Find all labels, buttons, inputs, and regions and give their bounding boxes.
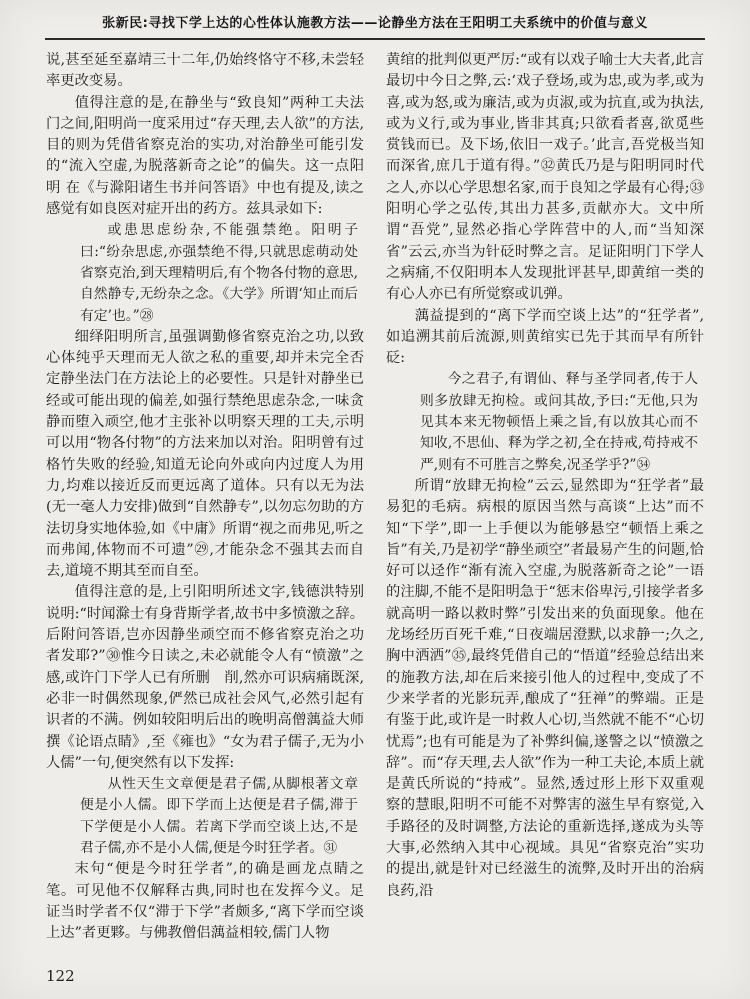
right-column	[386, 50, 704, 944]
paragraph: 值得注意的是,上引阳明所述文字,钱德洪特别说明:“时闻滁士有身背斯学者,故书中多愤激之辞。后附问答语,岂亦因静坐顽空而不修省察克治之功者发耶?”㉚惟今日读之,未必就能令人有“愤激”之感,或许门下学人已有所删 削,然亦可识病痛既深,必非一时偶然现象,俨然已成社会风气,必然引起有识者的不满。例如较阳明后出的晚明高僧蕅益大师撰《论语点睛》,至《雍也》“女为君子儒子,无为小人儒”一句,便突然有以下发挥:	[46, 584, 364, 771]
block-quote: 或患思虑纷杂,不能强禁绝。阳明子曰:“纷杂思虑,亦强禁绝不得,只就思虑萌动处省察克治,到天理精明后,有个物各付物的意思,自然静专,无纷杂之念。《大学》所谓‘知止而后有定’也。”㉘	[80, 222, 358, 324]
paragraph: 黄绾的批判似更严厉:“或有以戏子喻士大夫者,此言最切中今日之弊,云:‘戏子登场,或为忠,或为孝,或为喜,或为怒,或为廉洁,或为贞淑,或为抗直,或为执法,或为义行,或为事业,皆非其真;只欲看者喜,欲觅些赏钱而已。及下场,依旧一戏子。’此言,吾党极当知而深省,庶几于道有得。”㉜黄氏乃是与阳明同时代之人,亦以心学思想名家,而于良知之学最有心得;㉝阳明心学之弘传,其出力甚多,贡献亦大。文中所谓“吾党”,显然必指心学阵营中的人,而“当知深省”云云,亦当为针砭时弊之言。足证阳明门下学人之病痛,不仅阳明本人发现批评甚早,即黄绾一类的有心人亦已有所觉察或讥弹。	[386, 52, 704, 303]
block-quote: 从性天生文章便是君子儒,从脚根著文章便是小人儒。即下学而上达便是君子儒,滞于下学便是小人儒。若离下学而空谈上达,不是君子儒,亦不是小人儒,便是今时狂学者。㉛	[80, 776, 358, 856]
left-column	[46, 50, 364, 944]
paragraph: 细绎阳明所言,虽强调勤修省察克治之功,以致心体纯乎天理而无人欲之私的重要,却并未完全否定静坐法门在方法论上的必要性。只是针对静坐已经或可能出现的偏差,如强行禁绝思虑杂念,一味贪静而堕入顽空,他才主张补以明察天理的工夫,示明可以用“物各付物”的方法来加以对治。阳明曾有过格竹失败的经验,知道无论向外或向内过度人为用力,均难以接近反而更远离了道体。只有以无为法(无一毫人力安排)做到“自然静专”,以勿忘勿助的方法切身实地体验,如《中庸》所谓“视之而弗见,听之而弗闻,体物而不可遗”㉙,才能杂念不强其去而自去,道境不期其至而自至。	[46, 328, 364, 580]
paragraph: 所谓“放肆无拘检”云云,显然即为“狂学者”最易犯的毛病。病根的原因当然与高谈“上达”而不知“下学”,即一上手便以为能够悬空“顿悟上乘之旨”有关,乃是初学“静坐顽空”者最易产生的问题,恰好可以迳作“渐有流入空虚,为脱落新奇之论”一语的注脚,不能不是阳明急于“惩末俗卑污,引接学者多就高明一路以救时弊”引发出来的负面现象。他在龙场经历百死千难,“日夜端居澄默,以求静一;久之,胸中洒洒”㉟,最终凭借自己的“悟道”经验总结出来的施教方法,却在后来接引他人的过程中,变成了不少来学者的光影玩弄,酿成了“狂禅”的弊端。正是有鉴于此,或许是一时救人心切,当然就不能不“心切忧焉”;也有可能是为了补弊纠偏,遂警之以“愤激之辞”。而“存天理,去人欲”作为一种工夫论,本质上就是黄氏所说的“持戒”。显然,透过形上形下双重观察的慧眼,阳明不可能不对弊害的滋生早有察觉,入手路径的及时调整,方法论的重新选择,遂成为头等大事,必然纳入其中心视域。具见“省察克治”实功的提出,就是针对已经滋生的流弊,及时开出的治病良药,沿	[386, 477, 704, 899]
paragraph: 末句“便是今时狂学者”,的确是画龙点睛之笔。可见他不仅解释古典,同时也在发挥今义。足证当时学者不仅“滞于下学”者颇多,“离下学而空谈上达”者更夥。与佛教僧侣蕅益相较,儒门人物	[46, 861, 364, 942]
paragraph: 说,甚至延至嘉靖三十二年,仍始终恪守不移,未尝轻率更改变易。	[46, 52, 364, 90]
paragraph: 值得注意的是,在静坐与“致良知”两种工夫法门之间,阳明尚一度采用过“存天理,去人欲”的方法,目的则为凭借省察克治的实功,对治静坐可能引发的“流入空虚,为脱落新奇之论”的偏失。这一点阳明 在《与滁阳诸生书并问答语》中也有提及,读之感觉有如良医对症开出的药方。兹具录如下:	[46, 94, 364, 218]
paragraph: 蕅益提到的“离下学而空谈上达”的“狂学者”,如追溯其前后流源,则黄绾实已先于其而早有所针砭:	[386, 307, 704, 367]
page-number: 122	[46, 967, 75, 985]
article-body	[0, 40, 750, 944]
running-header-title: 张新民:寻找下学上达的心性体认施教方法——论静坐方法在王阳明工夫系统中的价值与意义	[102, 16, 648, 31]
block-quote: 今之君子,有谓仙、释与圣学同者,传于人则多放肆无拘检。或问其故,予曰:“无他,只为见其本来无物顿悟上乘之旨,有以放其心而不知收,不思仙、释为学之初,全在持戒,苟持戒不严,则有不可胜言之弊矣,况圣学乎?”㉞	[420, 371, 698, 473]
